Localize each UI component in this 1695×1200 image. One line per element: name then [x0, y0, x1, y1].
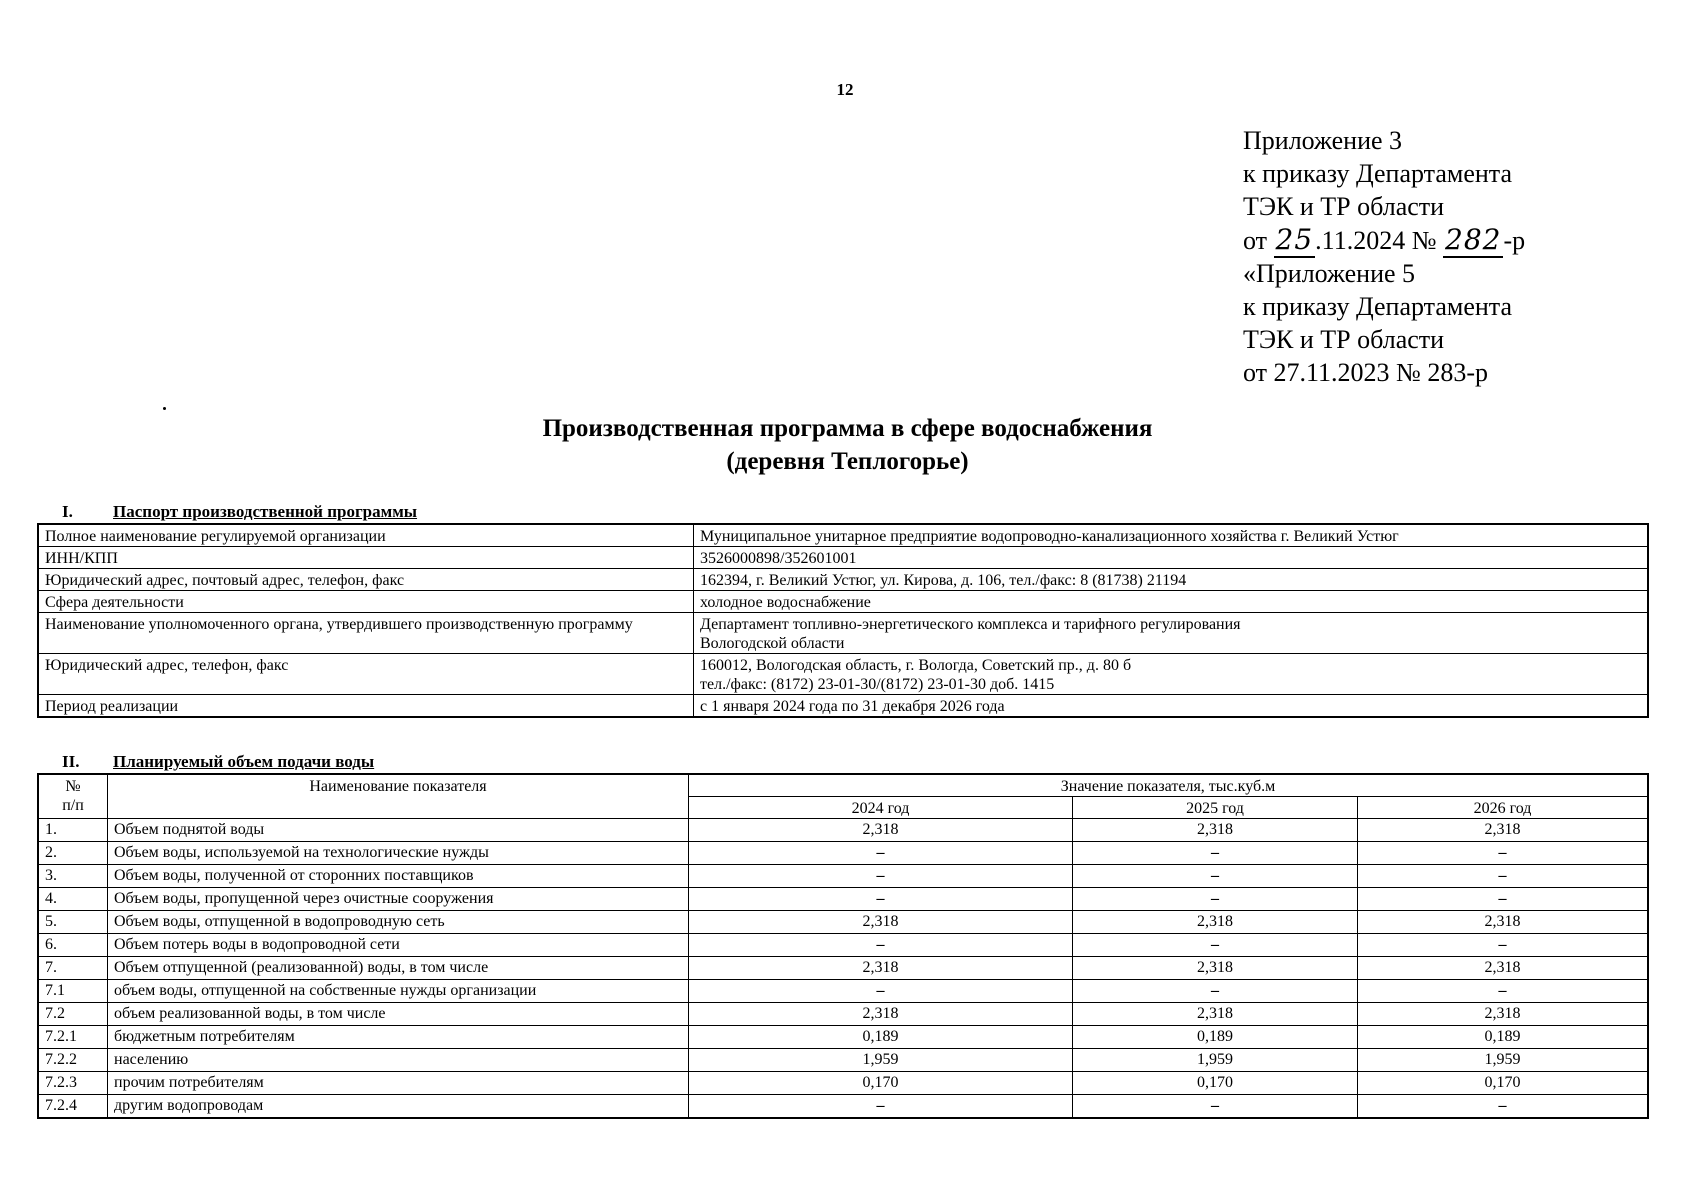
row-number: 3. [38, 865, 108, 888]
value-cell: – [689, 934, 1073, 957]
value-cell: 2,318 [1073, 911, 1358, 934]
value-cell: 1,959 [1073, 1049, 1358, 1072]
passport-value [694, 547, 1649, 569]
header-year: 2025 год [1073, 797, 1358, 819]
table-row [38, 934, 1648, 957]
header-year: 2024 год [689, 797, 1073, 819]
passport-row [38, 569, 1648, 591]
passport-value [694, 524, 1649, 547]
table-row [38, 1049, 1648, 1072]
row-number: 2. [38, 842, 108, 865]
passport-key: ИНН/КПП [38, 547, 694, 569]
passport-table [37, 523, 1649, 718]
value-cell: 0,189 [1358, 1026, 1649, 1049]
section-2-heading [62, 752, 374, 772]
passport-value-line: 162394, г. Великий Устюг, ул. Кирова, д. 106, тел./факс: 8 (81738) 21194 [700, 572, 1187, 589]
value-cell: 2,318 [1358, 819, 1649, 842]
value-cell: 2,318 [1073, 957, 1358, 980]
passport-row [38, 613, 1648, 654]
passport-value-line: 160012, Вологодская область, г. Вологда, Советский пр., д. 80 б [700, 657, 1132, 674]
row-number: 1. [38, 819, 108, 842]
table-row [38, 1026, 1648, 1049]
table-row [38, 957, 1648, 980]
table-row [38, 819, 1648, 842]
section-number: II. [62, 752, 80, 771]
table-row [38, 842, 1648, 865]
passport-key: Наименование уполномоченного органа, утвердившего производственную программу [38, 613, 694, 654]
header-number [38, 774, 108, 819]
value-cell: 2,318 [1073, 1003, 1358, 1026]
row-number: 7.2.2 [38, 1049, 108, 1072]
header-year: 2026 год [1358, 797, 1649, 819]
row-number: 6. [38, 934, 108, 957]
passport-value [694, 613, 1649, 654]
indicator-name: населению [108, 1049, 689, 1072]
appendix-date-line [1243, 223, 1525, 257]
header-number-line: № [65, 778, 81, 795]
value-cell: – [1358, 865, 1649, 888]
table-row [38, 911, 1648, 934]
handwritten-order-number: 282 [1445, 223, 1502, 256]
value-cell: – [1073, 842, 1358, 865]
appendix-line: ТЭК и ТР области [1243, 192, 1445, 221]
value-cell: 0,170 [1358, 1072, 1649, 1095]
header-indicator-name: Наименование показателя [108, 774, 689, 819]
value-cell: – [1358, 980, 1649, 1003]
value-cell: 2,318 [689, 957, 1073, 980]
value-cell: 1,959 [689, 1049, 1073, 1072]
appendix-line: от 27.11.2023 № 283-р [1243, 358, 1489, 387]
passport-row [38, 547, 1648, 569]
row-number: 7.1 [38, 980, 108, 1003]
indicator-name: бюджетным потребителям [108, 1026, 689, 1049]
row-number: 4. [38, 888, 108, 911]
value-cell: 0,189 [689, 1026, 1073, 1049]
passport-value-line: 3526000898/352601001 [700, 550, 857, 567]
appendix-line: к приказу Департамента [1243, 159, 1513, 188]
table-row [38, 1072, 1648, 1095]
value-cell: – [689, 888, 1073, 911]
row-number: 7. [38, 957, 108, 980]
table-row [38, 865, 1648, 888]
section-title: Планируемый объем подачи воды [113, 752, 375, 771]
indicator-name: Объем потерь воды в водопроводной сети [108, 934, 689, 957]
indicator-name: Объем отпущенной (реализованной) воды, в том числе [108, 957, 689, 980]
indicator-name: Объем воды, полученной от сторонних поставщиков [108, 865, 689, 888]
passport-row [38, 695, 1648, 718]
row-number: 7.2.1 [38, 1026, 108, 1049]
passport-row [38, 591, 1648, 613]
value-cell: 0,170 [1073, 1072, 1358, 1095]
value-cell: – [1073, 1095, 1358, 1119]
value-cell: – [1073, 980, 1358, 1003]
value-cell: 2,318 [689, 911, 1073, 934]
indicator-name: прочим потребителям [108, 1072, 689, 1095]
indicator-name: объем реализованной воды, в том числе [108, 1003, 689, 1026]
value-cell: 2,318 [1358, 957, 1649, 980]
passport-value-line: холодное водоснабжение [700, 594, 871, 611]
indicator-name: Объем воды, пропущенной через очистные сооружения [108, 888, 689, 911]
date-prefix: от [1243, 226, 1268, 255]
passport-key: Сфера деятельности [38, 591, 694, 613]
value-cell: 2,318 [1358, 1003, 1649, 1026]
passport-key: Период реализации [38, 695, 694, 718]
value-cell: – [1358, 888, 1649, 911]
title-line-1: Производственная программа в сфере водоснабжения [542, 415, 1153, 442]
indicator-name: Объем поднятой воды [108, 819, 689, 842]
passport-value-line: Вологодской области [700, 635, 845, 652]
appendix-line: Приложение 3 [1243, 126, 1403, 155]
title-line-2: (деревня Теплогорье) [726, 448, 969, 475]
indicator-name: объем воды, отпущенной на собственные нужды организации [108, 980, 689, 1003]
passport-key: Юридический адрес, почтовый адрес, телефон, факс [38, 569, 694, 591]
passport-value-line: тел./факс: (8172) 23-01-30/(8172) 23-01-30 доб. 1415 [700, 676, 1055, 693]
value-cell: 2,318 [689, 819, 1073, 842]
section-title: Паспорт производственной программы [113, 502, 418, 521]
passport-row [38, 654, 1648, 695]
passport-value [694, 695, 1649, 718]
table-row [38, 888, 1648, 911]
value-cell: – [689, 980, 1073, 1003]
header-number-line: п/п [62, 797, 84, 814]
water-volume-table [37, 773, 1649, 1119]
value-cell: – [1358, 1095, 1649, 1119]
value-cell: 0,170 [689, 1072, 1073, 1095]
value-cell: – [1073, 888, 1358, 911]
value-cell: 0,189 [1073, 1026, 1358, 1049]
value-cell: – [689, 865, 1073, 888]
date-rest: .11.2024 № [1315, 226, 1437, 255]
value-cell: – [689, 842, 1073, 865]
value-cell: – [1073, 865, 1358, 888]
header-value: Значение показателя, тыс.куб.м [689, 774, 1649, 797]
value-cell: 2,318 [689, 1003, 1073, 1026]
row-number: 7.2.3 [38, 1072, 108, 1095]
row-number: 7.2 [38, 1003, 108, 1026]
passport-value [694, 654, 1649, 695]
passport-value-line: Муниципальное унитарное предприятие водопроводно-канализационного хозяйства г. Великий Устюг [700, 528, 1399, 545]
passport-value-line: Департамент топливно-энергетического комплекса и тарифного регулирования [700, 616, 1241, 633]
table-row [38, 980, 1648, 1003]
document-title [0, 412, 1695, 478]
passport-key: Полное наименование регулируемой организации [38, 524, 694, 547]
value-cell: 2,318 [1358, 911, 1649, 934]
passport-value [694, 569, 1649, 591]
passport-value-line: с 1 января 2024 года по 31 декабря 2026 года [700, 698, 1005, 715]
appendix-block [1243, 124, 1525, 389]
appendix-line: «Приложение 5 [1243, 259, 1416, 288]
row-number: 7.2.4 [38, 1095, 108, 1119]
value-cell: – [1358, 842, 1649, 865]
indicator-name: Объем воды, используемой на технологические нужды [108, 842, 689, 865]
appendix-line: к приказу Департамента [1243, 292, 1513, 321]
row-number: 5. [38, 911, 108, 934]
value-cell: – [689, 1095, 1073, 1119]
section-number: I. [62, 502, 73, 521]
value-cell: 2,318 [1073, 819, 1358, 842]
value-cell: – [1073, 934, 1358, 957]
section-1-heading [62, 502, 417, 522]
value-cell: 1,959 [1358, 1049, 1649, 1072]
passport-row [38, 524, 1648, 547]
stray-dot [163, 407, 166, 410]
passport-key: Юридический адрес, телефон, факс [38, 654, 694, 695]
value-cell: – [1358, 934, 1649, 957]
table-row [38, 1095, 1648, 1119]
handwritten-day: 25 [1275, 223, 1314, 256]
indicator-name: другим водопроводам [108, 1095, 689, 1119]
page-number: 12 [836, 80, 854, 99]
passport-value [694, 591, 1649, 613]
table-row [38, 1003, 1648, 1026]
order-suffix: -р [1503, 226, 1526, 255]
appendix-line: ТЭК и ТР области [1243, 325, 1445, 354]
indicator-name: Объем воды, отпущенной в водопроводную сеть [108, 911, 689, 934]
